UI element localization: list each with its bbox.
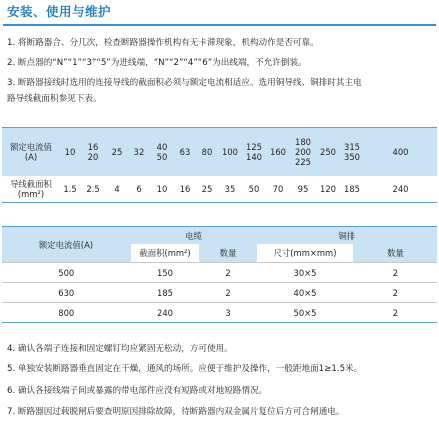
current-value: 140 — [246, 152, 262, 162]
area-cell: 95 — [290, 176, 316, 203]
current-cell — [218, 128, 242, 177]
current-value: 10 — [64, 147, 76, 157]
area-row-label — [2, 176, 60, 203]
current-value: 180 — [295, 137, 311, 147]
instruction-item-1: 1. 将断路器合、分几次，检查断路器操作机构有无卡滞现象，机构动作是否可靠。 — [7, 38, 319, 48]
current-value: 125 — [246, 142, 262, 152]
current-value: 100 — [222, 147, 238, 157]
current-value: 32 — [133, 147, 145, 157]
cable-area-header: 截面积(mm²) — [131, 244, 200, 263]
cable-area-value: 185 — [131, 283, 200, 303]
current-cell — [266, 128, 290, 177]
instruction-item-4: 4. 确认各端子连接和固定螺钉均应紧固无松动，方可使用。 — [7, 344, 233, 354]
current-cell — [128, 128, 150, 177]
table-row — [2, 263, 437, 283]
current-cell — [150, 128, 174, 177]
busbar-size-value: 40×5 — [257, 283, 354, 303]
cable-qty-header: 数量 — [200, 244, 257, 263]
current-value: 160 — [270, 147, 286, 157]
current-label-line1: 额定电流值 — [10, 142, 52, 152]
current-value: 25 — [111, 147, 123, 157]
area-cell: 25 — [196, 176, 218, 203]
title-divider — [3, 24, 436, 26]
area-cell: 1.5 — [60, 176, 80, 203]
current-cell — [340, 128, 364, 177]
busbar-qty-value: 2 — [354, 283, 438, 303]
current-value: 80 — [201, 147, 213, 157]
current-cell — [364, 128, 437, 177]
area-cell: 35 — [218, 176, 242, 203]
current-cell — [60, 128, 80, 177]
table-row — [2, 303, 437, 323]
current-value: 50 — [156, 152, 168, 162]
area-cell: 185 — [340, 176, 364, 203]
busbar-qty-header: 数量 — [354, 244, 438, 263]
current-value: 400 — [392, 147, 409, 157]
area-cell: 4 — [106, 176, 128, 203]
current-value: 20 — [87, 152, 99, 162]
group-header-row — [2, 227, 437, 245]
rated-current-value: 630 — [2, 283, 131, 303]
cable-area-value: 150 — [131, 263, 200, 283]
area-label-line1: 导线截面积 — [10, 179, 52, 189]
area-row — [2, 176, 437, 203]
busbar-qty-value: 2 — [354, 303, 438, 323]
area-cell: 240 — [364, 176, 437, 203]
cable-qty-value: 2 — [200, 283, 257, 303]
current-cell — [80, 128, 106, 177]
current-value: 225 — [295, 157, 311, 167]
current-cell — [242, 128, 266, 177]
current-cell — [174, 128, 196, 177]
current-row — [2, 128, 437, 177]
current-value: 350 — [344, 152, 360, 162]
cable-qty-value: 2 — [200, 263, 257, 283]
current-cell — [196, 128, 218, 177]
instruction-item-3: 3. 断路器接线时选用的连接导线的截面积必须与额定电流相适应。选用铜导线、铜排时其主电 — [7, 78, 362, 88]
instruction-item-2: 2. 断点器的“N”“1”“3”“5”为进线端，“N”“2”“4”“6”为出线端，不允许倒装。 — [7, 58, 307, 68]
current-cell — [316, 128, 340, 177]
busbar-size-header: 尺寸(mm×mm) — [257, 244, 354, 263]
current-value: 40 — [156, 142, 168, 152]
area-cell: 70 — [266, 176, 290, 203]
current-value: 315 — [344, 142, 360, 152]
current-value: 16 — [87, 142, 99, 152]
current-value: 200 — [295, 147, 311, 157]
busbar-size-value: 50×5 — [257, 303, 354, 323]
instruction-item-6: 6. 确认各接线端子间或暴露的带电部件应没有短路或对地短路情况。 — [7, 386, 268, 396]
current-row-label — [2, 128, 60, 177]
area-cell: 10 — [150, 176, 174, 203]
instruction-item-3-cont: 路导线截面积参见下表。 — [7, 94, 102, 104]
rated-current-value: 500 — [2, 263, 131, 283]
cable-qty-value: 3 — [200, 303, 257, 323]
cable-group-header: 电缆 — [131, 227, 257, 245]
current-value: 63 — [179, 147, 191, 157]
busbar-group-header: 铜排 — [257, 227, 438, 245]
area-cell: 50 — [242, 176, 266, 203]
current-cell — [106, 128, 128, 177]
current-label-line2: (A) — [24, 152, 38, 162]
area-cell: 16 — [174, 176, 196, 203]
busbar-size-value: 30×5 — [257, 263, 354, 283]
area-label-line2: (mm²) — [17, 189, 45, 199]
rated-current-value: 800 — [2, 303, 131, 323]
busbar-qty-value: 2 — [354, 263, 438, 283]
instruction-item-7: 7. 断路器因过载脱闸后要查明原因排除故障，待断路器内双金属片复位后方可合闸通电。 — [7, 407, 345, 417]
current-cell — [290, 128, 316, 177]
current-value: 250 — [320, 147, 336, 157]
cable-busbar-table — [2, 226, 437, 323]
table-row — [2, 283, 437, 303]
area-cell: 6 — [128, 176, 150, 203]
area-cell: 2.5 — [80, 176, 106, 203]
rated-current-header: 额定电流值(A) — [2, 227, 131, 263]
cable-area-value: 240 — [131, 303, 200, 323]
current-wire-table — [2, 127, 437, 203]
section-title: 安装、使用与维护 — [7, 4, 112, 19]
area-cell: 120 — [316, 176, 340, 203]
instruction-item-5: 5. 单独安装断路器垂直固定在干燥，通风的场所。应便于维护及操作，一般距地面1≥1.5米。 — [7, 364, 363, 374]
